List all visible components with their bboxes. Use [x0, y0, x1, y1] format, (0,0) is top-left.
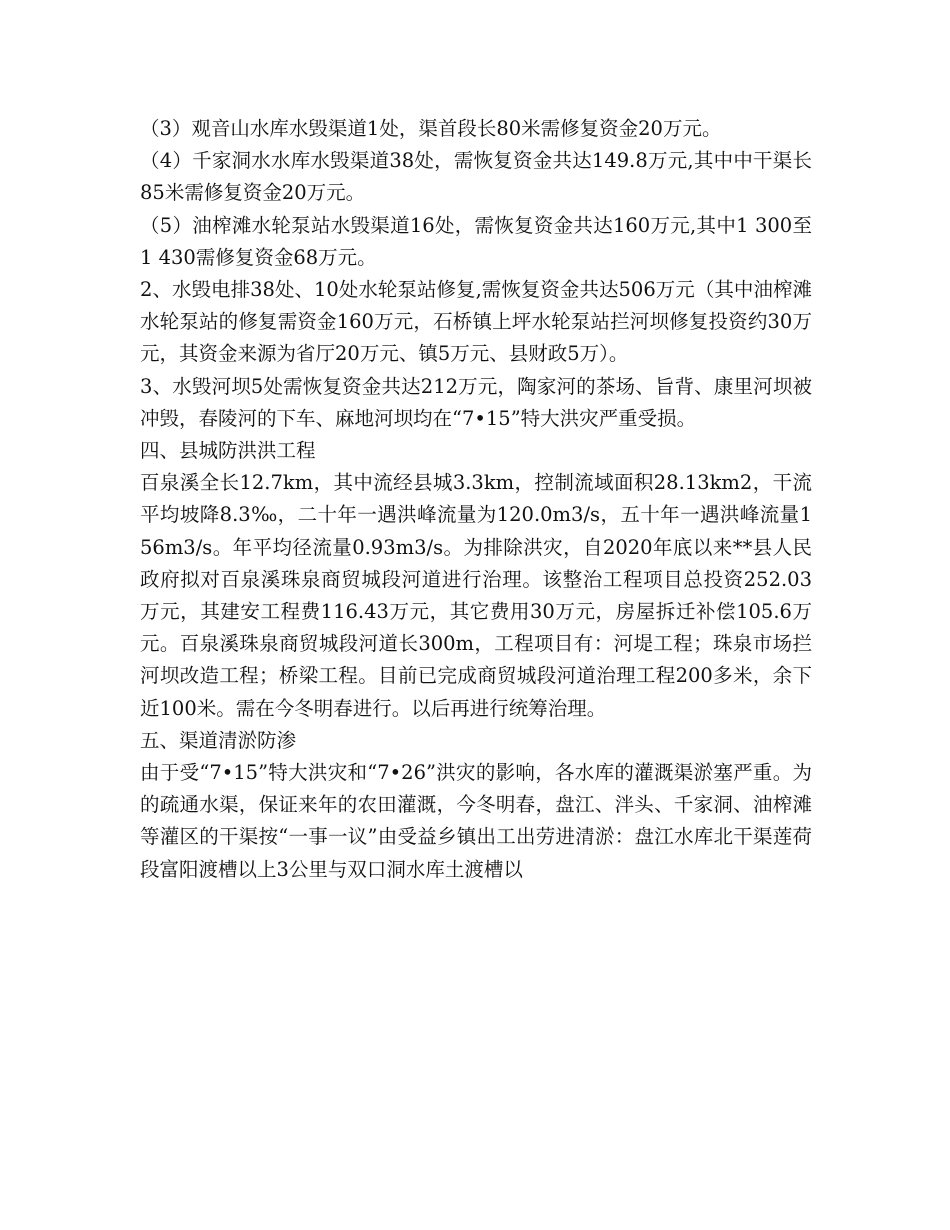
paragraph-baiquanxi-project: 百泉溪全长12.7km，其中流经县城3.3km，控制流域面积28.13km2，干流平均坡降8.3‰，二十年一遇洪峰流量为120.0m3/s，五十年一遇洪峰流量156m3/s。年平均径流量0.93m3/s。为排除洪灾，自2020年底以来**县人民政府拟对百泉溪珠泉商贸城段河道进行治理。该整治工程项目总投资252.03万元，其建安工程费116.43万元，其它费用30万元，房屋拆迁补偿105.6万元。百泉溪珠泉商贸城段河道长300m，工程项目有：河堤工程；珠泉市场拦河坝改造工程；桥梁工程。目前已完成商贸城段河道治理工程200多米，余下近100米。需在今冬明春进行。以后再进行统筹治理。 [140, 471, 812, 720]
paragraph-reservoir-guanyinshan: （3）观音山水库水毁渠道1处，渠首段长80米需修复资金20万元。 [140, 117, 722, 140]
document-body [140, 113, 812, 886]
section-heading-canal-dredging: 五、渠道清淤防渗 [140, 728, 297, 752]
paragraph-drainage-repair: 2、水毁电排38处、10处水轮泵站修复,需恢复资金共达506万元（其中油榨滩水轮泵站的修复需资金160万元，石桥镇上坪水轮泵站拦河坝修复投资约30万元，其资金来源为省厅20万元、镇5万元、县财政5万）。 [140, 278, 812, 366]
paragraph-reservoir-qianjiadong: （4）千家洞水水库水毁渠道38处，需恢复资金共达149.8万元,其中中干渠长85米需修复资金20万元。 [140, 149, 812, 205]
section-heading-flood-control: 四、县城防洪洪工程 [140, 439, 316, 463]
paragraph-pump-station-youzhatan: （5）油榨滩水轮泵站水毁渠道16处，需恢复资金共达160万元,其中1 300至1 430需修复资金68万元。 [140, 213, 812, 269]
paragraph-canal-dredging: 由于受“7•15”特大洪灾和“7•26”洪灾的影响，各水库的灌溉渠淤塞严重。为的疏通水渠，保证来年的农田灌溉，今冬明春，盘江、泮头、千家洞、油榨滩等灌区的干渠按“一事一议”由受益乡镇出工出劳进清淤：盘江水库北干渠莲荷段富阳渡槽以上3公里与双口洞水库土渡槽以 [140, 761, 812, 881]
paragraph-river-dams: 3、水毁河坝5处需恢复资金共达212万元，陶家河的茶场、旨背、康里河坝被冲毁，春陵河的下车、麻地河坝均在“7•15”特大洪灾严重受损。 [140, 374, 812, 430]
